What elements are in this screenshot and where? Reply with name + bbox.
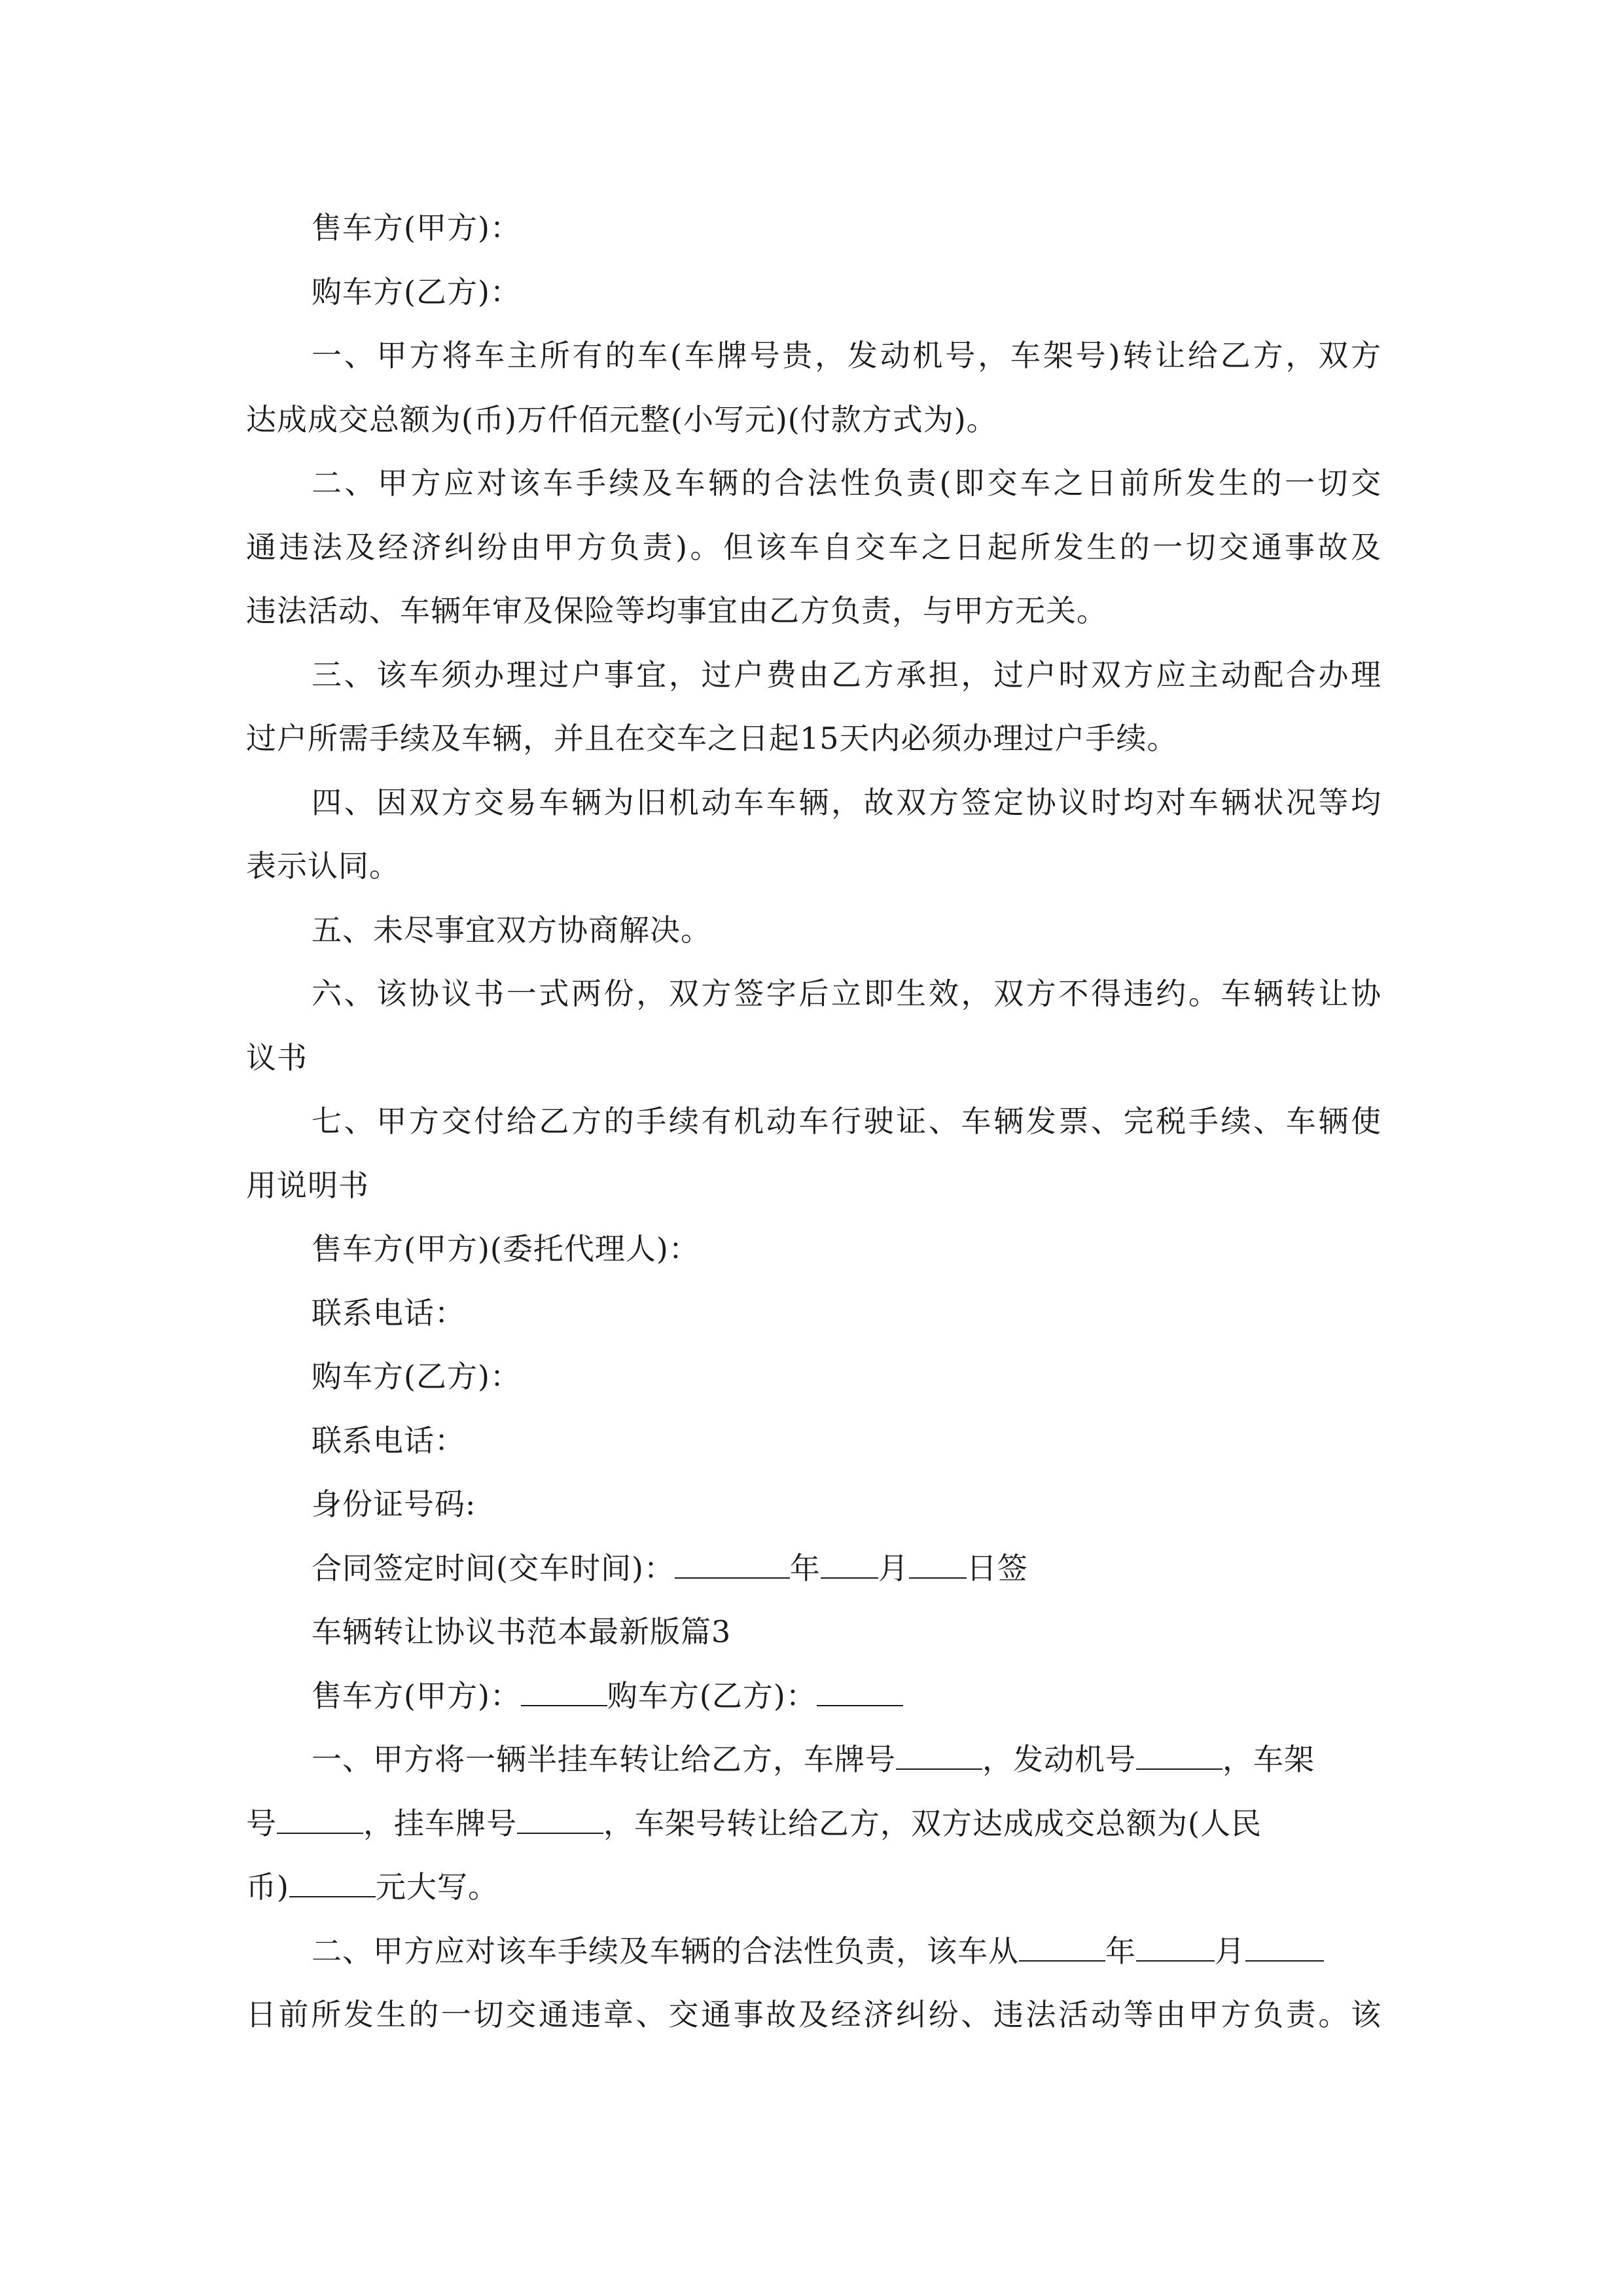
- article-2-line-3: 违法活动、车辆年审及保险等均事宜由乙方负责，与甲方无关。: [246, 593, 1107, 628]
- seller-agent-label: 售车方(甲方)(委托代理人)：: [312, 1231, 700, 1266]
- article-2-line-2: 通违法及经济纠纷由甲方负责)。但该车自交车之日起所发生的一切交通事故及: [246, 529, 1381, 565]
- buyer-phone-label: 联系电话：: [312, 1422, 465, 1458]
- signing-year-text: 年: [789, 1550, 821, 1586]
- engine-number-blank: [1136, 1740, 1222, 1770]
- art1-text-g: 币): [246, 1869, 289, 1905]
- seller-label: 售车方(甲方)：: [312, 210, 521, 245]
- section3-article-1-line-3: [246, 1856, 1381, 1920]
- amount-blank: [289, 1867, 376, 1897]
- article-6-line-1: 六、该协议书一式两份，双方签字后立即生效，双方不得违约。车辆转让协: [312, 976, 1381, 1011]
- id-number-label: 身份证号码:: [312, 1486, 476, 1522]
- buyer-signature-label: 购车方(乙方)：: [312, 1359, 521, 1394]
- article-4-line-1: 四、因双方交易车辆为旧机动车车辆，故双方签定协议时均对车辆状况等均: [312, 784, 1381, 820]
- section3-article-2-line-1: [246, 1920, 1381, 1984]
- frame-number-blank: [277, 1804, 363, 1834]
- art2-year-blank: [1019, 1931, 1105, 1962]
- art1-text-a: 一、甲方将一辆半挂车转让给乙方，车牌号: [312, 1742, 896, 1777]
- art2-day-blank: [1245, 1931, 1324, 1962]
- section3-article-1-line-2: [246, 1792, 1381, 1856]
- art2-month-blank: [1136, 1931, 1215, 1962]
- art2-text-b: 年: [1105, 1933, 1136, 1969]
- article-5: 五、未尽事宜双方协商解决。: [312, 912, 711, 948]
- section3-article-2-line-2: 日前所发生的一切交通违章、交通事故及经济纠纷、违法活动等由甲方负责。该: [246, 1997, 1381, 2032]
- article-3-line-2: 过户所需手续及车辆，并且在交车之日起15天内必须办理过户手续。: [246, 721, 1178, 756]
- signing-month-text: 月: [878, 1550, 909, 1586]
- buyer-label: 购车方(乙方)：: [312, 274, 521, 310]
- art1-text-c: ，车架: [1222, 1742, 1315, 1777]
- parties-seller-label: 售车方(甲方)：: [312, 1677, 521, 1713]
- section3-article-1-line-1: [246, 1728, 1381, 1792]
- signing-date-label: 合同签定时间(交车时间)：: [312, 1550, 675, 1586]
- art2-text-a: 二、甲方应对该车手续及车辆的合法性负责，该车从: [312, 1933, 1019, 1969]
- plate-number-blank: [896, 1740, 982, 1770]
- article-1-line-1: 一、甲方将车主所有的车(车牌号贵，发动机号，车架号)转让给乙方，双方: [312, 338, 1381, 373]
- art1-text-f: ，车架号转让给乙方，双方达成成交总额为(人民: [603, 1805, 1262, 1841]
- art1-text-b: ，发动机号: [982, 1742, 1136, 1777]
- seller-phone-label: 联系电话：: [312, 1295, 465, 1331]
- signing-day-blank: [909, 1549, 967, 1579]
- parties-seller-blank: [521, 1676, 607, 1706]
- parties-buyer-label: 购车方(乙方)：: [607, 1677, 817, 1713]
- article-4-line-2: 表示认同。: [246, 848, 400, 884]
- parties-line: [246, 1664, 1381, 1729]
- art1-text-e: ，挂车牌号: [363, 1805, 517, 1841]
- trailer-plate-blank: [517, 1804, 603, 1834]
- parties-buyer-blank: [817, 1676, 903, 1706]
- document-body: [246, 196, 1381, 2047]
- signing-year-blank: [675, 1549, 790, 1579]
- article-3-line-1: 三、该车须办理过户事宜，过户费由乙方承担，过户时双方应主动配合办理: [312, 656, 1381, 692]
- article-1-line-2: 达成成交总额为(币)万仟佰元整(小写元)(付款方式为)。: [246, 401, 997, 437]
- art2-text-c: 月: [1215, 1933, 1245, 1969]
- signing-month-blank: [821, 1549, 878, 1579]
- article-2-line-1: 二、甲方应对该车手续及车辆的合法性负责(即交车之日前所发生的一切交: [312, 465, 1381, 501]
- section-title: 车辆转让协议书范本最新版篇3: [312, 1614, 732, 1649]
- article-7-line-2: 用说明书: [246, 1167, 369, 1203]
- art1-text-h: 元大写。: [375, 1869, 499, 1905]
- article-6-line-2: 议书: [246, 1039, 308, 1075]
- signing-date-line: [246, 1537, 1381, 1601]
- article-7-line-1: 七、甲方交付给乙方的手续有机动车行驶证、车辆发票、完税手续、车辆使: [312, 1103, 1381, 1139]
- art1-text-d: 号: [246, 1805, 277, 1841]
- signing-day-text: 日签: [966, 1550, 1028, 1586]
